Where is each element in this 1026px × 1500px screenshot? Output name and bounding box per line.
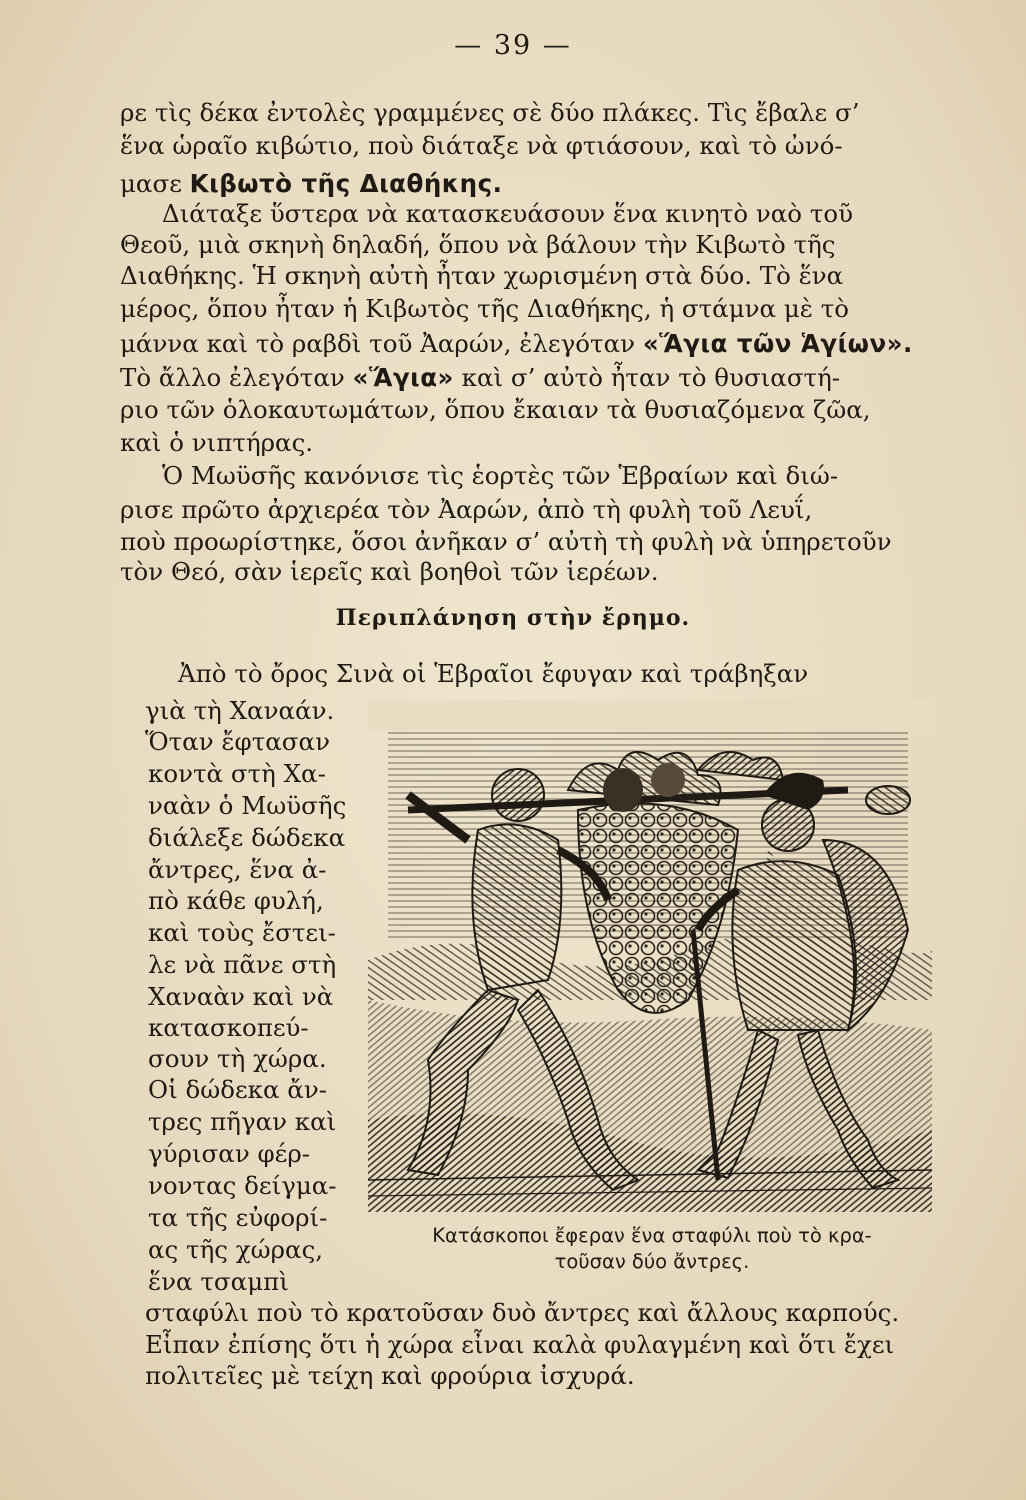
- emphasis-holy-of-holies: «Ἅγια τῶν Ἁγίων».: [642, 329, 913, 358]
- emphasis-holy: «Ἅγια»: [352, 363, 454, 392]
- page-number: — 39 —: [454, 30, 572, 61]
- text-run: καὶ σ’ αὐτὸ ἦταν τὸ θυσιαστή-: [453, 363, 841, 392]
- text-line: [120, 169, 503, 198]
- side-text-line: Χαναὰν καὶ νὰ: [148, 982, 334, 1011]
- engraving-illustration: [368, 700, 932, 1212]
- side-text-line: λε νὰ πᾶνε στὴ: [148, 950, 337, 979]
- side-text-line: κατασκοπεύ-: [148, 1013, 309, 1042]
- side-text-line: ναὰν ὁ Μωϋσῆς: [148, 791, 347, 820]
- side-text-line: τρες πῆγαν καὶ: [148, 1107, 337, 1136]
- text-line: ρισε πρῶτο ἀρχιερέα τὸν Ἀαρών, ἀπὸ τὴ φυλὴ τοῦ Λευΐ,: [120, 495, 813, 524]
- text-line: σταφύλι ποὺ τὸ κρατοῦσαν δυὸ ἄντρες καὶ ἄλλους καρπούς.: [145, 1298, 900, 1327]
- side-text-line: πὸ κάθε φυλή,: [148, 886, 324, 915]
- section-heading: Περιπλάνηση στὴν ἔρημο.: [335, 605, 691, 631]
- side-text-line: νοντας δείγμα-: [148, 1171, 337, 1200]
- text-line: ρε τὶς δέκα ἐντολὲς γραμμένες σὲ δύο πλάκες. Τὶς ἔβαλε σ’: [120, 98, 860, 127]
- side-text-line: Οἱ δώδεκα ἄν-: [148, 1075, 328, 1104]
- side-text-line: ἄντρες, ἕνα ἀ-: [148, 855, 327, 884]
- text-line: Ὁ Μωϋσῆς κανόνισε τὶς ἑορτὲς τῶν Ἑβραίων καὶ διώ-: [162, 461, 839, 490]
- side-text-line: ἕνα τσαμπὶ: [148, 1267, 289, 1296]
- side-text-line: γιὰ τὴ Χαναάν.: [145, 696, 335, 725]
- text-line: Εἶπαν ἐπίσης ὅτι ἡ χώρα εἶναι καλὰ φυλαγμένη καὶ ὅτι ἔχει: [145, 1330, 895, 1359]
- text-line: ἕνα ὡραῖο κιβώτιο, ποὺ διάταξε νὰ φτιάσουν, καὶ τὸ ὠνό-: [120, 131, 843, 160]
- text-line: Διαθήκης. Ἡ σκηνὴ αὐτὴ ἦταν χωρισμένη στὰ δύο. Τὸ ἕνα: [120, 261, 844, 290]
- side-text-line: κοντὰ στὴ Χα-: [148, 759, 326, 788]
- figure-caption: Κατάσκοποι ἔφεραν ἕνα σταφύλι ποὺ τὸ κρα-: [432, 1224, 872, 1247]
- text-line: Διάταξε ὕστερα νὰ κατασκευάσουν ἕνα κινητὸ ναὸ τοῦ: [162, 199, 854, 228]
- text-line: ποὺ προωρίστηκε, ὅσοι ἀνῆκαν σ’ αὐτὴ τὴ φυλὴ νὰ ὑπηρετοῦν: [120, 527, 892, 556]
- side-text-line: σουν τὴ χώρα.: [148, 1044, 327, 1073]
- figure-caption: τοῦσαν δύο ἄντρες.: [554, 1250, 750, 1273]
- text-line: ριο τῶν ὁλοκαυτωμάτων, ὅπου ἔκαιαν τὰ θυσιαζόμενα ζῶα,: [120, 395, 871, 424]
- text-line: [120, 363, 841, 392]
- side-text-line: Ὅταν ἔφτασαν: [145, 727, 330, 756]
- text-line: μέρος, ὅπου ἦταν ἡ Κιβωτὸς τῆς Διαθήκης, ἡ στάμνα μὲ τὸ: [120, 294, 850, 323]
- side-text-line: τα τῆς εὐφορί-: [148, 1203, 328, 1232]
- text-line: Θεοῦ, μιὰ σκηνὴ δηλαδή, ὅπου νὰ βάλουν τὴν Κιβωτὸ τῆς: [120, 230, 836, 259]
- side-text-line: διάλεξε δώδεκα: [148, 823, 346, 852]
- emphasis-ark-of-covenant: Κιβωτὸ τῆς Διαθήκης.: [189, 169, 503, 198]
- side-text-line: γύρισαν φέρ-: [148, 1139, 311, 1168]
- text-line: [120, 329, 913, 358]
- text-run: Τὸ ἄλλο ἐλεγόταν: [120, 363, 353, 392]
- text-line: τὸν Θεό, σὰν ἱερεῖς καὶ βοηθοὶ τῶν ἱερέων.: [120, 557, 659, 586]
- text-line: πολιτεῖες μὲ τείχη καὶ φρούρια ἰσχυρά.: [145, 1361, 635, 1390]
- text-line: Ἀπὸ τὸ ὄρος Σινὰ οἱ Ἑβραῖοι ἔφυγαν καὶ τράβηξαν: [178, 659, 809, 688]
- text-run: μασε: [120, 169, 190, 198]
- text-run: μάννα καὶ τὸ ραβδὶ τοῦ Ἀαρών, ἐλεγόταν: [120, 329, 643, 358]
- side-text-line: ας τῆς χώρας,: [148, 1235, 324, 1264]
- side-text-line: καὶ τοὺς ἔστει-: [148, 918, 336, 947]
- text-line: καὶ ὁ νιπτήρας.: [120, 428, 314, 457]
